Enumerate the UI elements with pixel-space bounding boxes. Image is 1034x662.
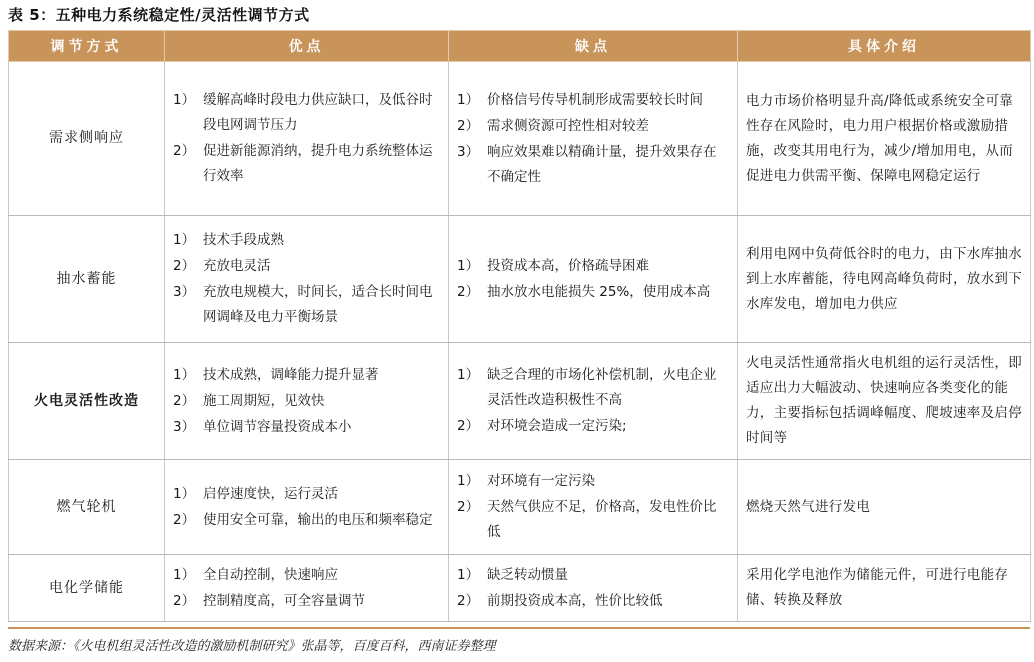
table-row	[9, 343, 1031, 460]
list-item: 1） 启停速度快，运行灵活	[173, 485, 338, 502]
table-title: 表 5：五种电力系统稳定性/灵活性调节方式	[8, 6, 310, 24]
source-note: 数据来源：《火电机组灵活性改造的激励机制研究》张晶等，百度百科，西南证券整理	[8, 639, 496, 654]
intro-cell: 利用电网中负荷低谷时的电力，由下水库抽水到上水库蓄能，待电网高峰负荷时，放水到下水库发电，增加电力供应	[738, 216, 1031, 343]
comparison-table	[8, 30, 1031, 622]
list-item: 2） 促进新能源消纳，提升电力系统整体运行效率	[173, 143, 433, 184]
method-cell: 电化学储能	[9, 555, 165, 622]
list-item: 1） 全自动控制，快速响应	[173, 566, 338, 583]
list-item: 2） 前期投资成本高，性价比较低	[457, 592, 663, 609]
table-row	[9, 460, 1031, 555]
pros-cell	[165, 62, 449, 216]
list-item: 2） 控制精度高，可全容量调节	[173, 592, 365, 609]
cons-cell	[449, 62, 738, 216]
pros-cell	[165, 460, 449, 555]
intro-cell: 电力市场价格明显升高/降低或系统安全可靠性存在风险时，电力用户根据价格或激励措施，改变其用电行为，减少/增加用电，从而促进电力供需平衡、保障电网稳定运行	[738, 62, 1031, 216]
pros-cell	[165, 216, 449, 343]
cons-cell	[449, 460, 738, 555]
list-item: 3） 单位调节容量投资成本小	[173, 418, 352, 435]
list-item: 1） 缺乏合理的市场化补偿机制，火电企业灵活性改造积极性不高	[457, 367, 717, 408]
list-item: 3） 充放电规模大，时间长，适合长时间电网调峰及电力平衡场景	[173, 284, 433, 325]
header-intro: 具体介绍	[738, 31, 1031, 62]
list-item: 1） 缓解高峰时段电力供应缺口，及低谷时段电网调节压力	[173, 92, 433, 133]
method-cell: 燃气轮机	[9, 460, 165, 555]
cons-cell	[449, 555, 738, 622]
list-item: 1） 缺乏转动惯量	[457, 566, 568, 583]
list-item: 1） 价格信号传导机制形成需要较长时间	[457, 91, 703, 108]
list-item: 3） 响应效果难以精确计量，提升效果存在不确定性	[457, 143, 717, 185]
intro-cell: 燃烧天然气进行发电	[738, 460, 1031, 555]
list-item: 2） 使用安全可靠，输出的电压和频率稳定	[173, 511, 433, 528]
table-row	[9, 555, 1031, 622]
list-item: 2） 施工周期短，见效快	[173, 392, 325, 409]
list-item: 1） 技术手段成熟	[173, 232, 284, 248]
list-item: 1） 对环境有一定污染	[457, 473, 595, 489]
list-item: 2） 对环境会造成一定污染;	[457, 418, 627, 434]
pros-cell	[165, 343, 449, 460]
method-cell: 抽水蓄能	[9, 216, 165, 343]
bottom-rule	[8, 627, 1030, 629]
cons-cell	[449, 216, 738, 343]
method-cell: 火电灵活性改造	[9, 343, 165, 460]
intro-cell: 火电灵活性通常指火电机组的运行灵活性，即适应出力大幅波动、快速响应各类变化的能力，主要指标包括调峰幅度、爬坡速率及启停时间等	[738, 343, 1031, 460]
header-cons: 缺点	[449, 31, 738, 62]
intro-cell: 采用化学电池作为储能元件，可进行电能存储、转换及释放	[738, 555, 1031, 622]
method-cell: 需求侧响应	[9, 62, 165, 216]
list-item: 2） 天然气供应不足，价格高，发电性价比低	[457, 499, 717, 540]
table-header-row	[9, 31, 1031, 62]
table-row	[9, 216, 1031, 343]
pros-cell	[165, 555, 449, 622]
header-pros: 优点	[165, 31, 449, 62]
list-item: 2） 抽水放水电能损失 25%，使用成本高	[457, 283, 711, 300]
header-method: 调节方式	[9, 31, 165, 62]
list-item: 2） 充放电灵活	[173, 258, 271, 274]
list-item: 2） 需求侧资源可控性相对较差	[457, 117, 649, 134]
table-row	[9, 62, 1031, 216]
list-item: 1） 技术成熟，调峰能力提升显著	[173, 366, 379, 383]
cons-cell	[449, 343, 738, 460]
list-item: 1） 投资成本高，价格疏导困难	[457, 257, 649, 274]
